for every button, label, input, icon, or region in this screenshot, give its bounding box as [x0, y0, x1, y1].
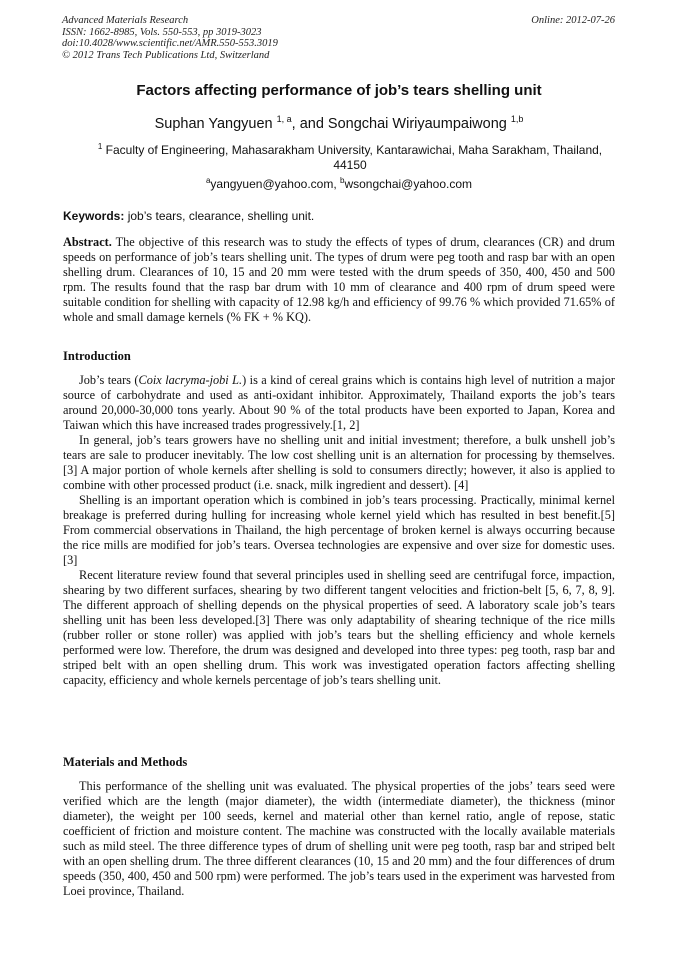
author-line — [0, 114, 678, 132]
affiliation-text: Faculty of Engineering, Mahasarakham University, Kantarawichai, Maha Sarakham, Thailand, 44150 — [105, 143, 603, 172]
online-date: Online: 2012-07-26 — [531, 15, 615, 26]
email-a-sup: a — [205, 176, 211, 185]
abstract-label: Abstract. — [63, 235, 112, 249]
affiliation — [80, 139, 620, 173]
keywords-label: Keywords: — [63, 209, 125, 223]
methods-paragraph-1: This performance of the shelling unit was evaluated. The physical properties of the jobs’ tears seed were verified which are the length (major diameter), the width (intermediate diameter), the thickness (minor diameter), the weight per 100 seeds, kernel and material other than kernel ratio, angle of repose, static coefficient of friction and moisture content. The machine was constructed with the locally available materials such as mild steel. The three difference types of drum of shelling unit were peg tooth, rasp bar and striped belt with an open shelling drum. The three different clearances (10, 15 and 20 mm) and the four differences of drum speeds (350, 400, 450 and 500 rpm) were performed. The job’s tears used in the experiment was harvested from Loei province, Thailand. — [63, 779, 615, 898]
email-b: wsongchai@yahoo.com — [344, 177, 473, 191]
doi-line: doi:10.4028/www.scientific.net/AMR.550-553.3019 — [62, 38, 278, 49]
author-2-sup: 1,b — [510, 114, 524, 124]
email-line — [0, 176, 678, 191]
author-1-sup: 1, a — [276, 114, 292, 124]
intro-paragraph-3: Shelling is an important operation which is combined in job’s tears processing. Practically, minimal kernel breakage is preferred during hulling for increasing whole kernel yield which has resulted in best benefit.[5] From commercial observations in Thailand, the high percentage of broken kernel is always occurring because the rice mills are modified for job’s tears. Oversea technologies are expensive and over size for domestic uses. [3] — [63, 493, 615, 567]
journal-header — [62, 15, 278, 61]
introduction-body — [63, 373, 615, 688]
methods-heading: Materials and Methods — [63, 755, 188, 769]
abstract-text: The objective of this research was to study the effects of types of drum, clearances (CR) and drum speeds on performance of job’s tears shelling unit. The types of drum were peg tooth and rasp bar with an open shelling drum. Clearances of 10, 15 and 20 mm were tested with the drum speeds of 350, 400, 450 and 500 rpm. The results found that the rasp bar drum with 10 mm of clearance and 400 rpm of drum speed were suitable condition for shelling with capacity of 12.98 kg/h and efficiency of 99.76 % which provided 71.65% of whole and small damage kernels (% FK + % KQ). — [63, 235, 615, 324]
intro-paragraph-1: Job’s tears (Coix lacryma-jobi L.) is a kind of cereal grains which is contains high level of nutrition a major source of carbohydrate and used as anti-oxidant inhibitor. Approximately, Thailand exports the job’s tears around 20,000-30,000 tons yearly. About 90 % of the total products have been exported to Japan, Korea and Taiwan which this have increased trades progressively.[1, 2] — [63, 373, 615, 432]
issn-line: ISSN: 1662-8985, Vols. 550-553, pp 3019-3023 — [62, 26, 262, 38]
intro-paragraph-4: Recent literature review found that several principles used in shelling seed are centrifugal force, impaction, shearing by two different surfaces, shearing by two different tangent velocities and friction-belt [5, 6, 7, 8, 9]. The different approach of shelling depends on the physical properties of seed. A laboratory scale job’s tears shelling unit has been less developed.[3] There was only adaptability of shearing technique of the rice mills (rubber roller or stone roller) was applied with job’s tears but the shelling efficiency and whole kernels performed were low. Therefore, the drum was designed and developed into three types: peg tooth, rasp bar and striped belt with an open shelling drum. This work was investigated operation factors affecting shelling capacity, efficiency and whole kernels percentage of job’s tears shelling unit. — [63, 568, 615, 687]
author-2: , and Songchai Wiriyaumpaiwong — [291, 115, 507, 132]
paper-title: Factors affecting performance of job’s tears shelling unit — [136, 82, 542, 99]
email-b-sup: b — [340, 176, 345, 185]
journal-name: Advanced Materials Research — [62, 15, 189, 26]
affiliation-sup: 1 — [97, 142, 103, 151]
author-1: Suphan Yangyuen — [154, 115, 273, 132]
species-name: Coix lacryma-jobi L. — [138, 373, 243, 387]
abstract — [63, 235, 615, 325]
keywords — [63, 209, 314, 223]
methods-body — [63, 779, 615, 899]
copyright-line: © 2012 Trans Tech Publications Ltd, Switzerland — [62, 49, 270, 61]
email-a: yangyuen@yahoo.com, — [210, 177, 340, 191]
keywords-text: job’s tears, clearance, shelling unit. — [124, 209, 315, 223]
intro-paragraph-2: In general, job’s tears growers have no shelling unit and initial investment; therefore, a bulk unshell job’s tears are sale to producer inevitably. The low cost shelling unit is an alternation for processing by themselves.[3] A major portion of whole kernels after shelling is sold to consumers directly; however, it also is applied to combine with other processed product (i.e. snack, milk ingredient and dessert). [4] — [63, 433, 615, 492]
introduction-heading: Introduction — [63, 349, 131, 363]
